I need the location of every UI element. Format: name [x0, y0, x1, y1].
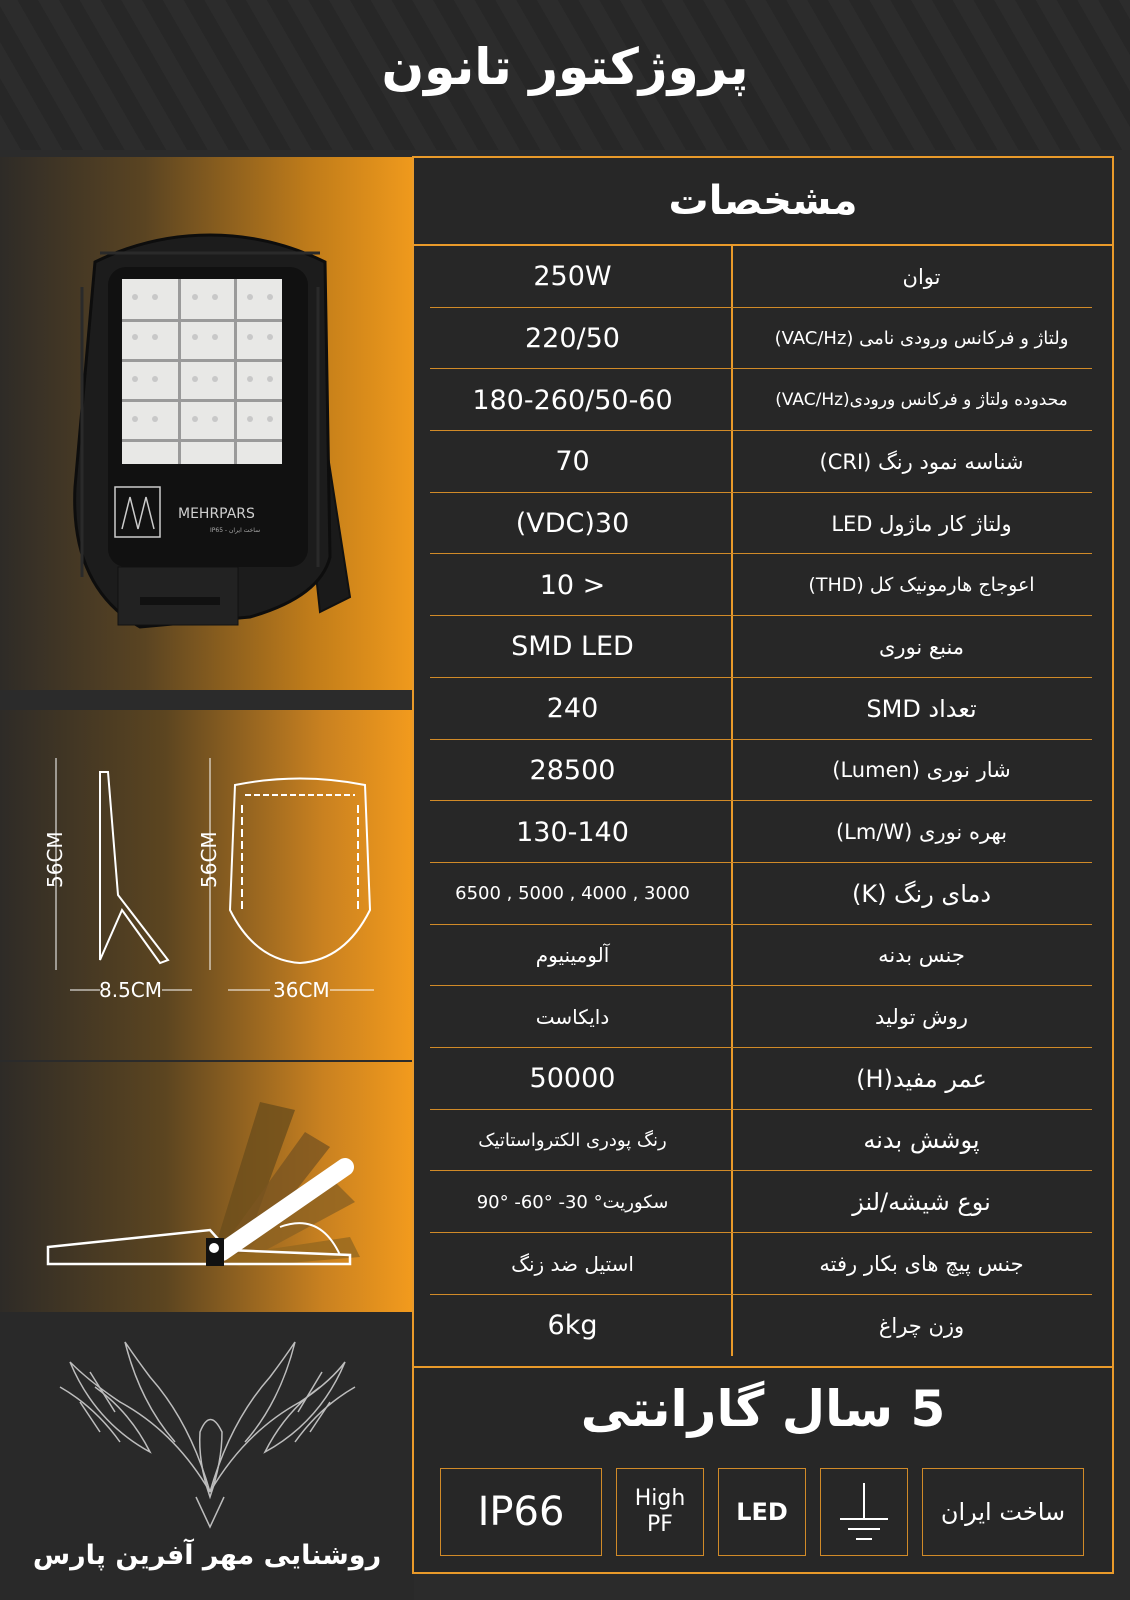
- spec-label: اعوجاج هارمونیک کل (THD): [808, 574, 1035, 597]
- spec-value: (VDC)30: [515, 508, 630, 540]
- spec-value: 28500: [529, 754, 616, 786]
- spec-value: 250W: [533, 261, 612, 293]
- brand-name: روشنایی مهر آفرین پارس: [32, 1540, 382, 1571]
- spec-value: SMD LED: [511, 631, 634, 663]
- spec-row-nominal-voltage: [414, 308, 1112, 370]
- spec-value: 220/50: [525, 323, 620, 355]
- spec-row-led-voltage: [414, 493, 1112, 555]
- spec-value: 180-260/50-60: [472, 384, 673, 416]
- spec-value: 50000: [529, 1063, 616, 1095]
- side-height-label: 56CM: [43, 831, 67, 888]
- spec-row-color-temp: [414, 863, 1112, 925]
- spec-row-lumen: [414, 740, 1112, 802]
- spec-row-light-source: [414, 616, 1112, 678]
- spec-value: سکوریت° 30- °60- °90: [476, 1191, 669, 1213]
- warranty-text: 5 سال گارانتی: [580, 1380, 946, 1438]
- spec-row-glass-lens: [414, 1171, 1112, 1233]
- spec-label: روش تولید: [874, 1005, 969, 1030]
- plate-small-text: IP65 - ساخت ایران: [210, 527, 261, 534]
- brand-plate-text: MEHRPARS: [178, 506, 255, 522]
- spec-value: 6500 , 5000 , 4000 , 3000: [455, 883, 690, 905]
- spec-row-thd: [414, 554, 1112, 616]
- spec-row-voltage-range: [414, 369, 1112, 431]
- spec-label: عمر مفید(H): [856, 1064, 987, 1093]
- spec-label: تعداد SMD: [866, 694, 977, 723]
- pf-line1: High: [634, 1486, 686, 1511]
- spec-label: نوع شیشه/لنز: [852, 1188, 991, 1217]
- spec-row-power: [414, 246, 1112, 308]
- spec-row-lifetime: [414, 1048, 1112, 1110]
- power-factor-badge: [616, 1468, 704, 1556]
- spec-table: [412, 156, 1114, 1574]
- spec-label: ولتاژ و فرکانس ورودی نامی (VAC/Hz): [774, 328, 1069, 350]
- spec-label: شناسه نمود رنگ (CRI): [819, 449, 1024, 474]
- spec-label: جنس بدنه: [878, 943, 965, 968]
- dimension-drawing: [0, 710, 414, 1060]
- spec-label: توان: [902, 264, 941, 289]
- spec-label: پوشش بدنه: [863, 1126, 980, 1155]
- ip-rating-badge: IP66: [440, 1468, 602, 1556]
- tilt-angle-panel: [0, 1060, 414, 1312]
- width-label: 36CM: [273, 978, 330, 1002]
- pf-line2: PF: [647, 1512, 673, 1537]
- depth-label: 8.5CM: [99, 978, 163, 1002]
- dimensions-panel: [0, 710, 414, 1060]
- ground-icon: [834, 1479, 894, 1545]
- spec-row-weight: [414, 1295, 1112, 1357]
- spec-value: دایکاست: [535, 1005, 610, 1030]
- spec-row-coating: [414, 1110, 1112, 1172]
- spec-value: رنگ پودری الکترواستاتیک: [478, 1129, 667, 1151]
- spec-value: آلومینیوم: [535, 943, 610, 968]
- spec-rows: [414, 246, 1112, 1356]
- spec-value: 6kg: [547, 1310, 598, 1342]
- tilt-angle-illustration: [0, 1062, 414, 1312]
- spec-row-cri: [414, 431, 1112, 493]
- front-height-label: 56CM: [197, 831, 221, 888]
- warranty-separator: [414, 1366, 1112, 1368]
- ground-badge: [820, 1468, 908, 1556]
- spec-value: 70: [555, 446, 590, 478]
- page-title: پروژکتور تانون: [381, 38, 749, 96]
- spec-label: دمای رنگ (K): [851, 879, 992, 908]
- spec-row-body-material: [414, 925, 1112, 987]
- spec-label: شار نوری (Lumen): [832, 758, 1011, 783]
- product-photo-panel: [0, 157, 414, 690]
- spec-row-efficacy: [414, 801, 1112, 863]
- phoenix-logo-icon: [0, 1312, 414, 1542]
- led-badge: LED: [718, 1468, 806, 1556]
- made-in-iran-badge: ساخت ایران: [922, 1468, 1084, 1556]
- spec-value: 10 >: [539, 569, 606, 601]
- spec-label: بهره نوری (Lm/W): [835, 820, 1008, 845]
- spec-label: ولتاژ کار ماژول LED: [831, 511, 1012, 536]
- spec-value: 130-140: [516, 816, 629, 848]
- spec-row-screws: [414, 1233, 1112, 1295]
- spec-label: منبع نوری: [878, 634, 965, 659]
- floodlight-image: [0, 157, 414, 690]
- spec-label: وزن چراغ: [878, 1313, 965, 1338]
- spec-row-production-method: [414, 986, 1112, 1048]
- feature-badges: [440, 1468, 1084, 1556]
- spec-value: 240: [546, 693, 599, 725]
- spec-value: استیل ضد زنگ: [511, 1251, 634, 1276]
- spec-row-smd-count: [414, 678, 1112, 740]
- spec-label: جنس پیچ های بکار رفته: [819, 1251, 1024, 1276]
- spec-heading: مشخصات: [414, 158, 1112, 246]
- spec-label: محدوده ولتاژ و فرکانس ورودی(VAC/Hz): [775, 390, 1068, 411]
